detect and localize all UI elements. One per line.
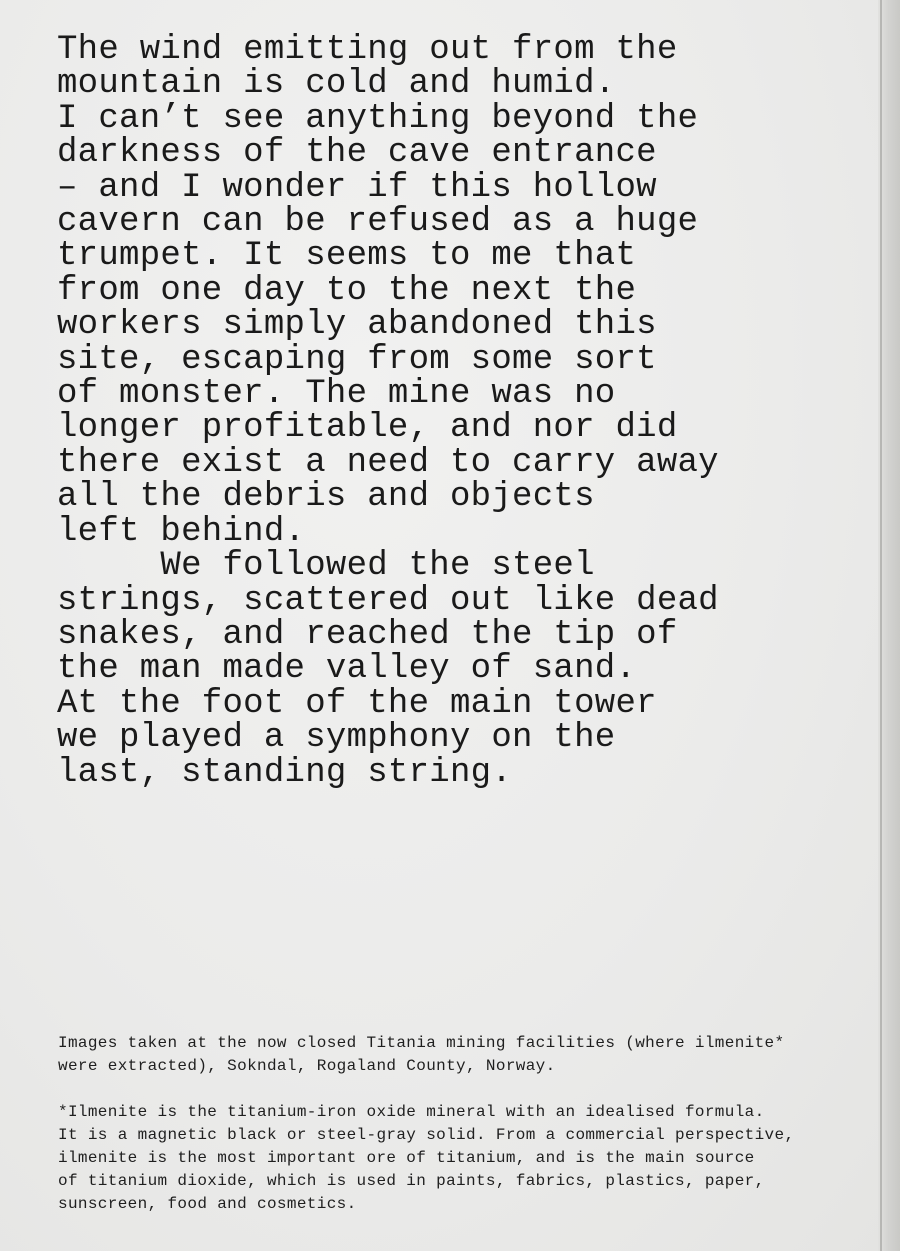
body-line: trumpet. It seems to me that (57, 237, 637, 276)
main-text-block (57, 33, 777, 790)
body-line: snakes, and reached the tip of (57, 615, 678, 654)
body-line: of monster. The mine was no (57, 375, 616, 414)
body-line: there exist a need to carry away (57, 443, 719, 482)
footnote-line: of titanium dioxide, which is used in paints, fabrics, plastics, paper, (58, 1172, 765, 1190)
body-line: all the debris and objects (57, 478, 595, 517)
body-line: cavern can be refused as a huge (57, 203, 699, 242)
body-line: site, escaping from some sort (57, 340, 657, 379)
body-line: mountain is cold and humid. (57, 65, 616, 104)
footnote-line: sunscreen, food and cosmetics. (58, 1195, 357, 1213)
ilmenite-footnote (58, 1101, 848, 1216)
body-line: we played a symphony on the (57, 719, 616, 758)
body-line: I can’t see anything beyond the (57, 99, 699, 138)
body-line: last, standing string. (57, 753, 513, 792)
body-line: from one day to the next the (57, 271, 637, 310)
body-line: workers simply abandoned this (57, 306, 657, 345)
body-line: longer profitable, and nor did (57, 409, 678, 448)
footnote-line: *Ilmenite is the titanium-iron oxide mineral with an idealised formula. (58, 1103, 765, 1121)
page-fold-line (880, 0, 882, 1251)
footnote-line: ilmenite is the most important ore of titanium, and is the main source (58, 1149, 755, 1167)
body-line: The wind emitting out from the (57, 31, 678, 69)
body-line: – and I wonder if this hollow (57, 168, 657, 207)
footnote-line: It is a magnetic black or steel-gray solid. From a commercial perspective, (58, 1126, 795, 1144)
body-line: We followed the steel (57, 547, 595, 586)
caption-line: Images taken at the now closed Titania mining facilities (where ilmenite* (58, 1034, 785, 1052)
body-line: At the foot of the main tower (57, 684, 657, 723)
body-line: darkness of the cave entrance (57, 134, 657, 173)
image-caption (58, 1032, 848, 1078)
body-line: left behind. (57, 512, 306, 551)
body-line: the man made valley of sand. (57, 650, 637, 689)
body-line: strings, scattered out like dead (57, 581, 719, 620)
caption-line: were extracted), Sokndal, Rogaland County, Norway. (58, 1057, 556, 1075)
